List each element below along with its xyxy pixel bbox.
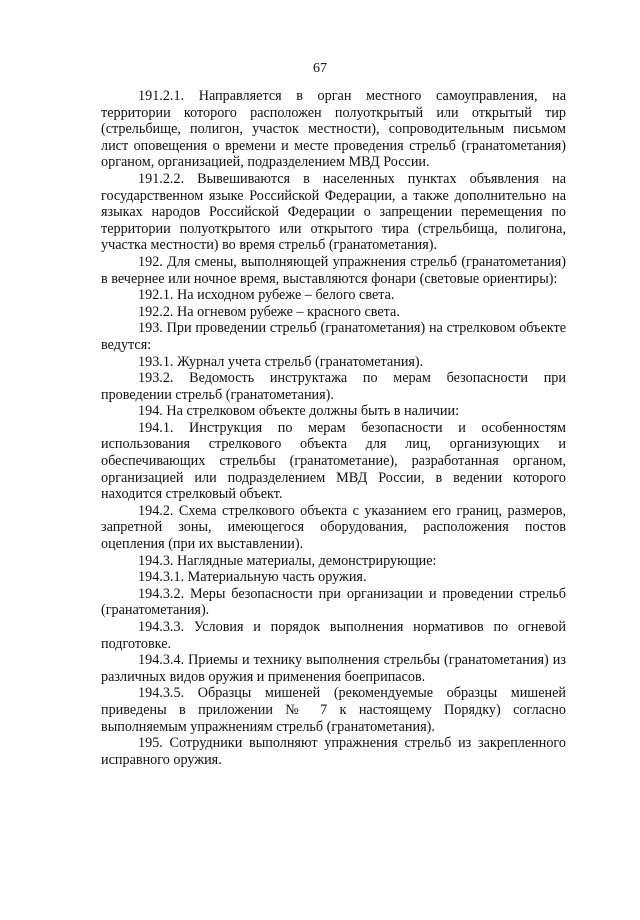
paragraph-194: 194. На стрелковом объекте должны быть в наличии: <box>138 403 460 420</box>
paragraph-191-2-1: 191.2.1. Направляется в орган местного самоуправления, на территории которого расположен полуоткрытый или открытый тир (стрельбище, полигон, участок местности), сопроводительным письмом лист оповещения о времени и месте проведения стрельб (гранатометания) органом, организацией, подразделением МВД России. <box>101 88 566 171</box>
paragraph-194-3-1: 194.3.1. Материальную часть оружия. <box>138 569 367 586</box>
paragraph-195: 195. Сотрудники выполняют упражнения стрельб из закрепленного исправного оружия. <box>101 735 566 768</box>
paragraph-192: 192. Для смены, выполняющей упражнения стрельб (гранатометания) в вечернее или ночное время, выставляются фонари (световые ориентиры): <box>101 253 566 287</box>
document-body <box>101 88 566 768</box>
paragraph-194-3-4: 194.3.4. Приемы и технику выполнения стрельбы (гранатометания) из различных видов оружия и применения боеприпасов. <box>101 652 566 685</box>
paragraph-194-3-3: 194.3.3. Условия и порядок выполнения нормативов по огневой подготовке. <box>101 619 566 652</box>
paragraph-193-1: 193.1. Журнал учета стрельб (гранатометания). <box>138 353 424 370</box>
paragraph-194-1: 194.1. Инструкция по мерам безопасности и особенностям использования стрелкового объекта для лиц, организующих и обеспечивающих стрельбы (гранатометание), разработанная органом, организацией или подразделением МВД России, в ведении которого находится стрелковый объект. <box>101 419 566 503</box>
paragraph-193-2: 193.2. Ведомость инструктажа по мерам безопасности при проведении стрельб (гранатометания). <box>101 370 566 403</box>
paragraph-194-2: 194.2. Схема стрелкового объекта с указанием его границ, размеров, запретной зоны, имеющегося оборудования, расположения постов оцепления (при их выставлении). <box>101 502 566 553</box>
paragraph-194-3-2: 194.3.2. Меры безопасности при организации и проведении стрельб (гранатометания). <box>101 585 566 619</box>
paragraph-193: 193. При проведении стрельб (гранатометания) на стрелковом объекте ведутся: <box>101 320 566 353</box>
paragraph-191-2-2: 191.2.2. Вывешиваются в населенных пунктах объявления на государственном языке Российской Федерации, а также дополнительно на языках народов Российской Федерации о запрещении перемещения по территории полуоткрытого или открытого тира (стрельбища, полигона, участка местности) во время стрельб (гранатометания). <box>101 170 566 254</box>
paragraph-194-3: 194.3. Наглядные материалы, демонстрирующие: <box>138 552 437 569</box>
paragraph-192-2: 192.2. На огневом рубеже – красного света. <box>138 303 400 320</box>
page-number: 67 <box>313 61 327 76</box>
paragraph-192-1: 192.1. На исходном рубеже – белого света. <box>138 287 395 304</box>
paragraph-194-3-5: 194.3.5. Образцы мишеней (рекомендуемые образцы мишеней приведены в приложении № 7 к настоящему Порядку) согласно выполняемым упражнениям стрельб (гранатометания). <box>101 685 566 735</box>
